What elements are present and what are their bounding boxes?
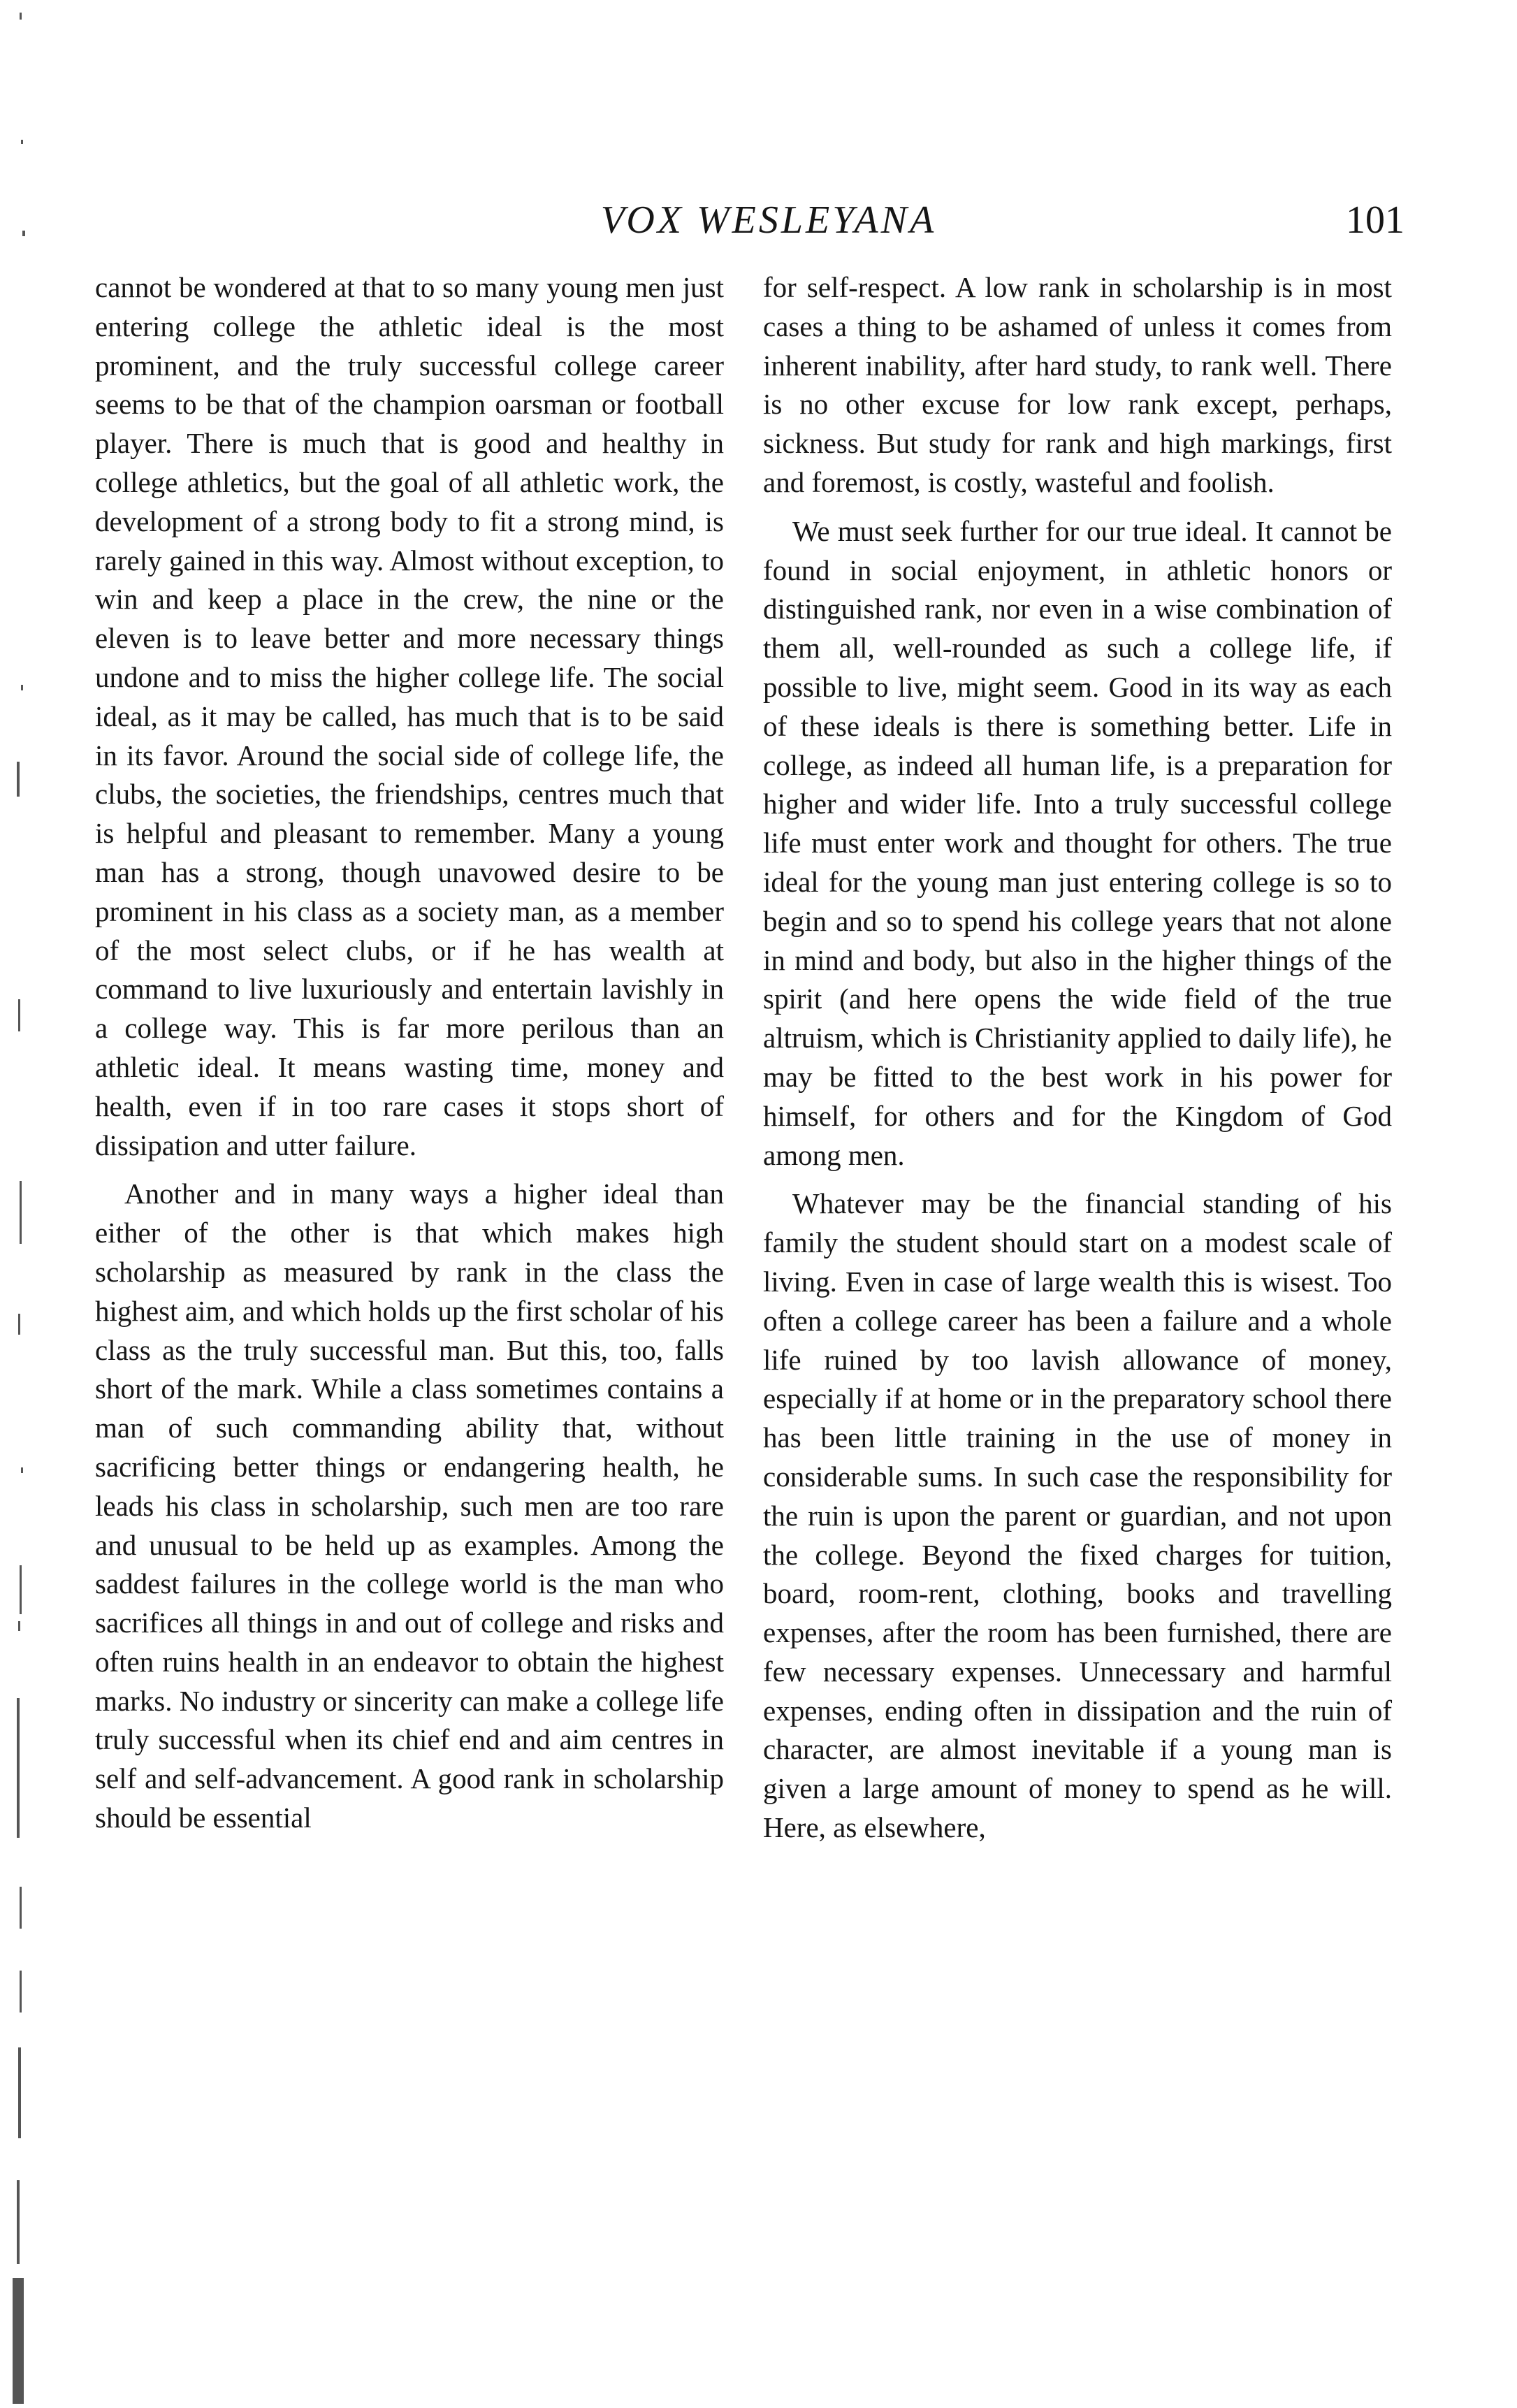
paragraph: for self-respect. A low rank in scholarship is in most cases a thing to be ashamed of unless it comes from inherent inability, after hard study, to rank well. There is no other excuse for low rank except, perhaps, sickness. But study for rank and high markings, first and foremost, is costly, wasteful and foolish.	[763, 271, 1392, 498]
paragraph: Whatever may be the financial standing of his family the student should start on a modest scale of living. Even in case of large wealth this is wisest. Too often a college career has been a failure and a whole life ruined by too lavish allowance of money, especially if at home or in the preparatory school there has been little training in the use of money in considerable sums. In such case the responsibility for the ruin is upon the parent or guardian, and not upon the college. Beyond the fixed charges for tuition, board, room-rent, clothing, books and travelling expenses, after the room has been furnished, there are few necessary expenses. Unnecessary and harmful expenses, ending often in dissipation and the ruin of character, are almost inevitable if a young man is given a large amount of money to spend as he will. Here, as elsewhere,	[763, 1187, 1392, 1844]
page-header	[0, 189, 1517, 252]
running-title: VOX WESLEYANA	[600, 198, 937, 242]
page-number: 101	[1346, 198, 1405, 242]
binding-edge-marks	[0, 0, 42, 2408]
paragraph: We must seek further for our true ideal. It cannot be found in social enjoyment, in athletic honors or distinguished rank, nor even in a wise combination of them all, well-rounded as such a college life, if possible to live, might seem. Good in its way as each of these ideals is there is something better. Life in college, as indeed all human life, is a preparation for higher and wider life. Into a truly successful college life must enter work and thought for others. The true ideal for the young man just entering college is so to begin and so to spend his college years that not alone in mind and body, but also in the higher things of the spirit (and here opens the wide field of the true altruism, which is Christianity applied to daily life), he may be fitted to the best work in his power for himself, for others and for the Kingdom of God among men.	[763, 514, 1392, 1171]
paragraph: cannot be wondered at that to so many young men just entering college the athletic ideal is the most prominent, and the truly successful college career seems to be that of the champion oarsman or football player. There is much that is good and healthy in college athletics, but the goal of all athletic work, the development of a strong body to fit a strong mind, is rarely gained in this way. Almost without exception, to win and keep a place in the crew, the nine or the eleven is to leave better and more necessary things undone and to miss the higher college life. The social ideal, as it may be called, has much that is to be said in its favor. Around the social side of college life, the clubs, the societies, the friendships, centres much that is helpful and pleasant to remember. Many a young man has a strong, though unavowed desire to be prominent in his class as a society man, as a member of the most select clubs, or if he has wealth at command to live luxuriously and entertain lavishly in a college way. This is far more perilous than an athletic ideal. It means wasting time, money and health, even if in too rare cases it stops short of dissipation and utter failure.	[95, 271, 724, 1161]
right-column	[763, 268, 1392, 1848]
paragraph: Another and in many ways a higher ideal than either of the other is that which makes high scholarship as measured by rank in the class the highest aim, and which holds up the first scholar of his class as the truly successful man. But this, too, falls short of the mark. While a class sometimes contains a man of such commanding ability that, without sacrificing better things or endangering health, he leads his class in scholarship, such men are too rare and unusual to be held up as examples. Among the saddest failures in the college world is the man who sacrifices all things in and out of college and risks and often ruins health in an endeavor to obtain the highest marks. No industry or sincerity can make a college life truly successful when its chief end and aim centres in self and self-advancement. A good rank in scholarship should be essential	[95, 1177, 724, 1834]
left-column	[95, 268, 724, 1838]
